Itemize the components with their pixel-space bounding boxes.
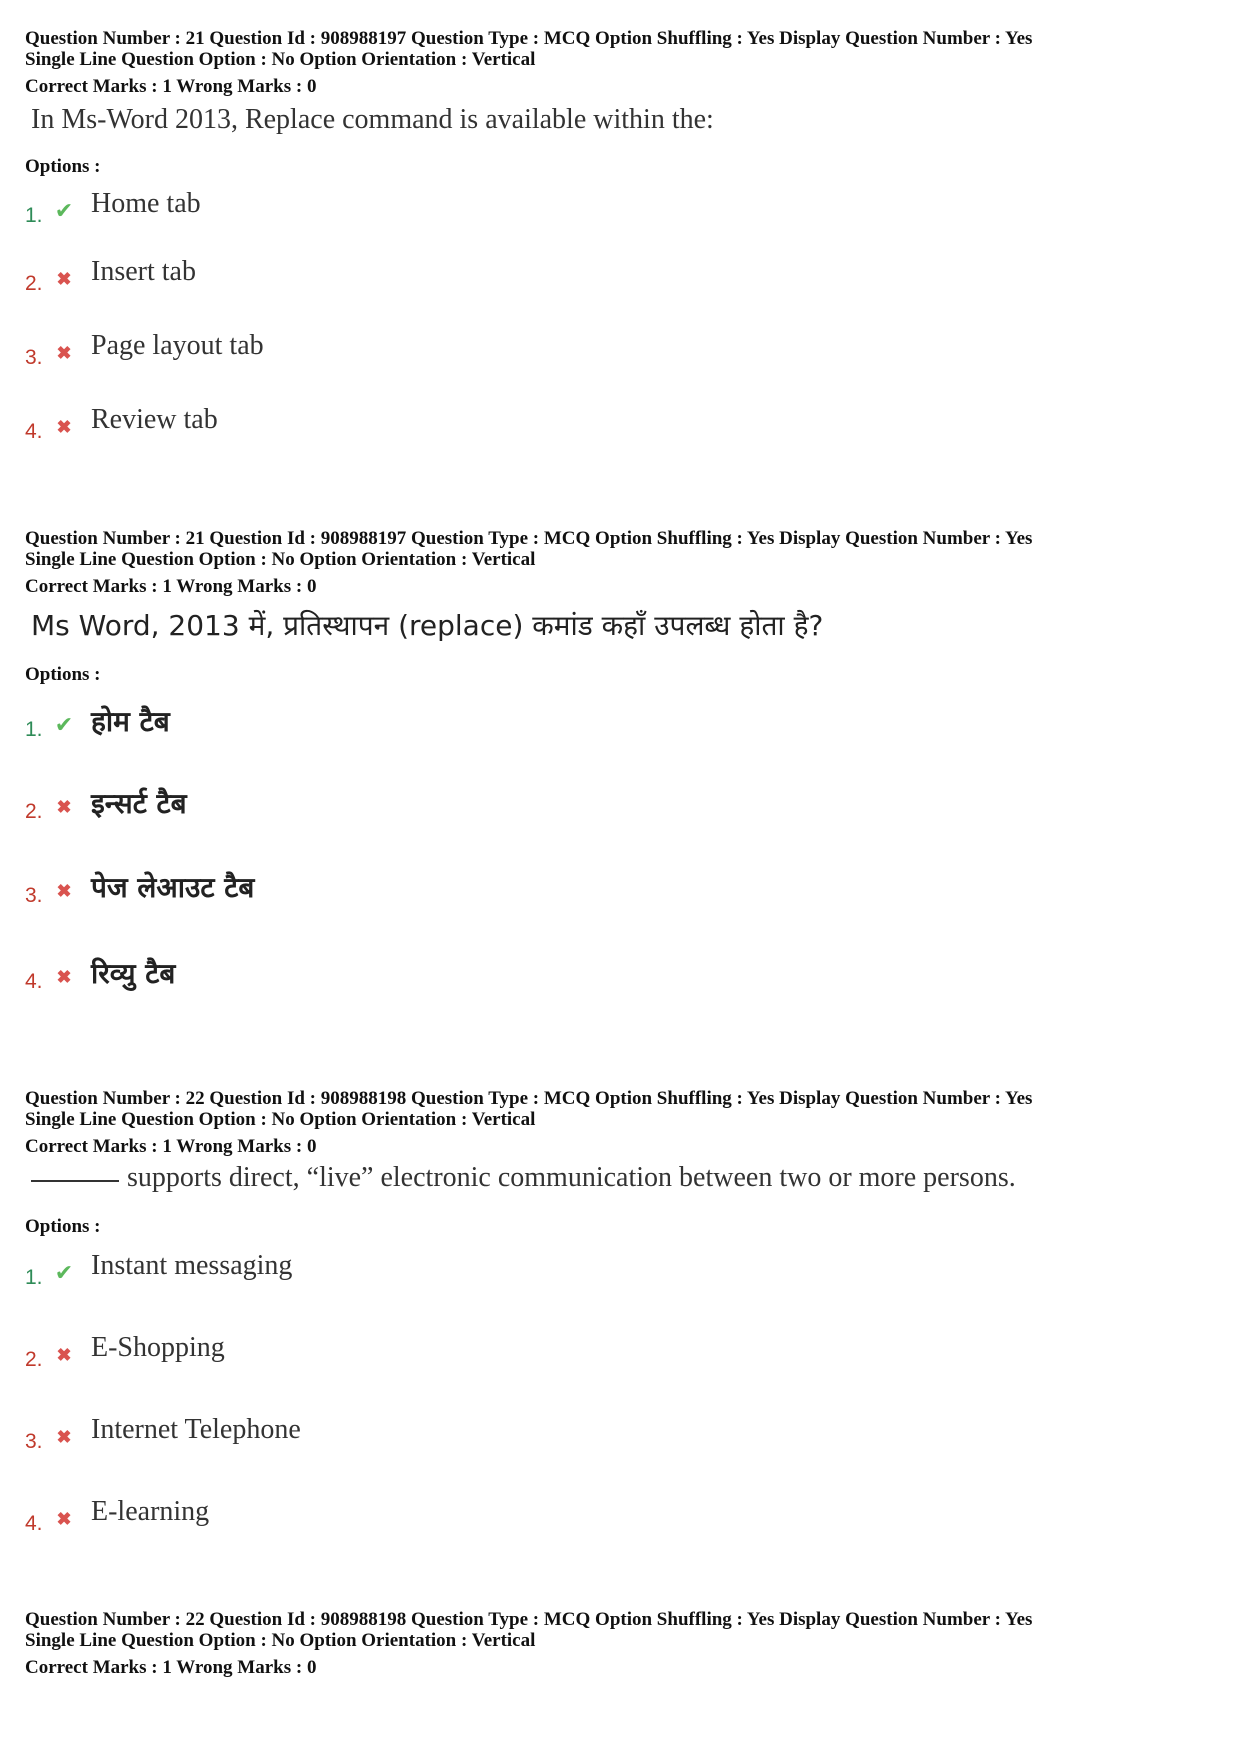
question-block [25,1088,1215,1558]
cross-icon: ✖ [56,881,72,901]
option-number: 2. [25,800,43,823]
question-block [25,1609,1215,1689]
question-block [25,528,1215,1028]
question-marks: Correct Marks : 1 Wrong Marks : 0 [25,76,317,97]
options-label: Options : [25,1216,101,1237]
question-marks: Correct Marks : 1 Wrong Marks : 0 [25,1657,317,1678]
question-meta-line2: Single Line Question Option : No Option Orientation : Vertical [25,1109,536,1130]
option-number: 4. [25,1512,43,1535]
cross-icon: ✖ [56,343,72,363]
option-number: 3. [25,346,43,369]
option-number: 3. [25,884,43,907]
cross-icon: ✖ [56,967,72,987]
question-meta [25,1088,1215,1157]
question-stem-text: supports direct, “live” electronic communication between two or more persons. [127,1162,1016,1193]
question-meta-line1: Question Number : 21 Question Id : 908988197 Question Type : MCQ Option Shuffling : Yes Display Question Number : Yes [25,28,1033,49]
question-meta [25,528,1215,597]
option-item [25,957,725,1000]
question-stem [31,1162,1016,1194]
cross-icon: ✖ [56,1345,72,1365]
question-meta-line2: Single Line Question Option : No Option Orientation : Vertical [25,1630,536,1651]
option-number: 2. [25,272,43,295]
question-meta [25,28,1215,97]
option-number: 4. [25,970,43,993]
options-label: Options : [25,664,101,685]
question-marks: Correct Marks : 1 Wrong Marks : 0 [25,576,317,597]
option-item [25,1414,725,1460]
question-meta [25,1609,1215,1678]
question-meta-line2: Single Line Question Option : No Option Orientation : Vertical [25,549,536,570]
question-meta-line1: Question Number : 21 Question Id : 908988197 Question Type : MCQ Option Shuffling : Yes Display Question Number : Yes [25,528,1033,549]
question-block [25,28,1215,468]
option-number: 4. [25,420,43,443]
check-icon: ✔ [54,712,74,737]
check-icon: ✔ [54,198,74,223]
option-item [25,188,725,234]
option-item [25,705,725,748]
option-item [25,787,725,830]
question-stem: In Ms-Word 2013, Replace command is available within the: [31,104,714,135]
option-text: Instant messaging [91,1250,293,1281]
option-text: रिव्यु टैब [91,957,176,990]
option-item [25,871,725,914]
option-text: Home tab [91,188,201,219]
question-stem: Ms Word, 2013 में, प्रतिस्थापन (replace) कमांड कहाँ उपलब्ध होता है? [31,609,824,642]
question-marks: Correct Marks : 1 Wrong Marks : 0 [25,1136,317,1157]
option-text: होम टैब [91,705,170,738]
option-number: 1. [25,1266,43,1289]
option-text: E-learning [91,1496,210,1527]
option-text: E-Shopping [91,1332,225,1363]
option-item [25,1250,725,1296]
option-text: Review tab [91,404,218,435]
option-item [25,330,725,376]
question-meta-line1: Question Number : 22 Question Id : 908988198 Question Type : MCQ Option Shuffling : Yes Display Question Number : Yes [25,1088,1033,1109]
fill-in-blank [31,1180,119,1182]
option-number: 3. [25,1430,43,1453]
option-item [25,1332,725,1378]
option-item [25,256,725,302]
question-meta-line1: Question Number : 22 Question Id : 908988198 Question Type : MCQ Option Shuffling : Yes Display Question Number : Yes [25,1609,1033,1630]
option-number: 1. [25,204,43,227]
option-text: इन्सर्ट टैब [91,787,187,820]
cross-icon: ✖ [56,1427,72,1447]
option-number: 1. [25,718,43,741]
cross-icon: ✖ [56,797,72,817]
option-text: Page layout tab [91,330,264,361]
cross-icon: ✖ [56,417,72,437]
option-item [25,404,725,450]
option-text: पेज लेआउट टैब [91,871,255,904]
options-label: Options : [25,156,101,177]
check-icon: ✔ [54,1260,74,1285]
option-text: Insert tab [91,256,196,287]
option-item [25,1496,725,1542]
cross-icon: ✖ [56,269,72,289]
option-number: 2. [25,1348,43,1371]
cross-icon: ✖ [56,1509,72,1529]
question-meta-line2: Single Line Question Option : No Option Orientation : Vertical [25,49,536,70]
option-text: Internet Telephone [91,1414,301,1445]
